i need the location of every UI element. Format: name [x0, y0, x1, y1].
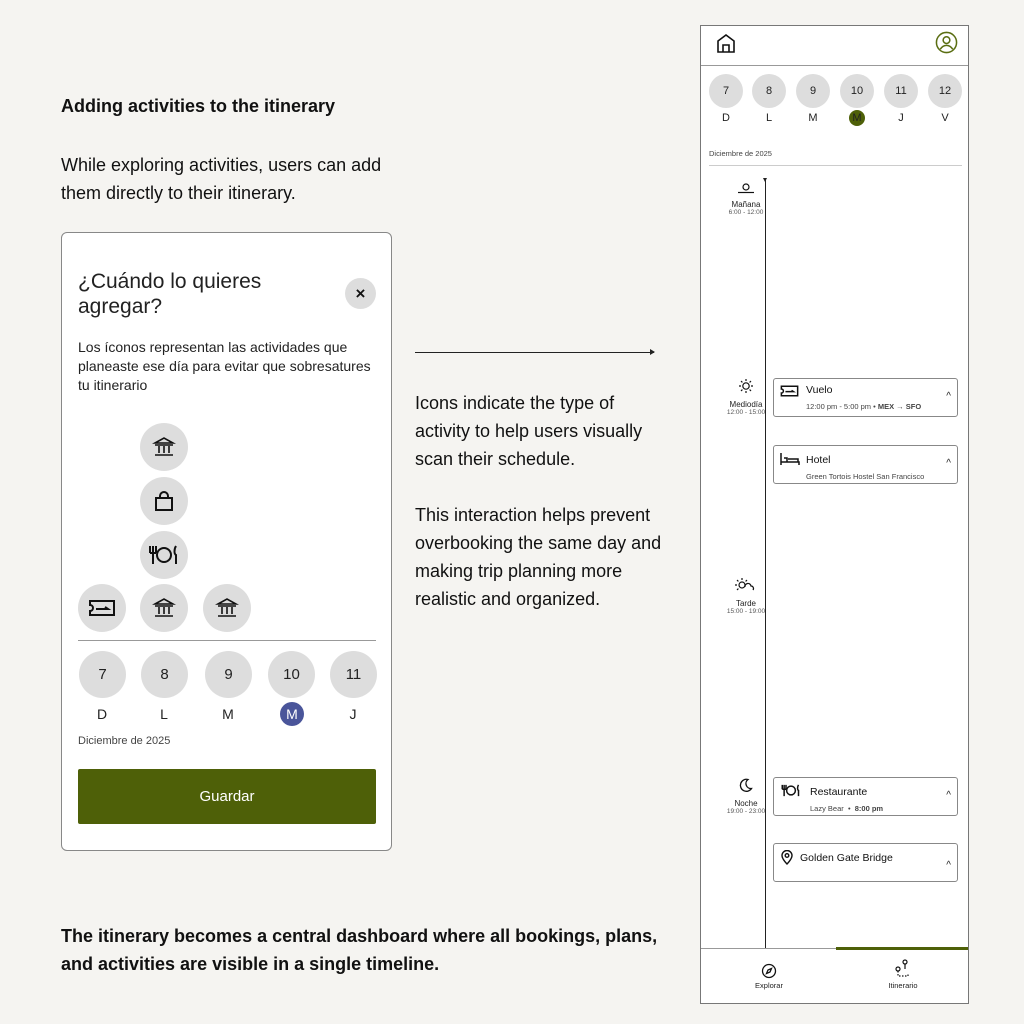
intro-text: While exploring activities, users can add them directly to their itinerary.: [61, 155, 382, 203]
museum-icon: [203, 584, 251, 632]
period-label: Tarde: [735, 599, 756, 608]
weekday-label: L: [160, 706, 168, 722]
close-button[interactable]: ×: [345, 278, 376, 309]
arrow-connector: [415, 352, 654, 353]
flight-time: 12:00 pm - 5:00 pm: [806, 402, 872, 411]
flight-ticket-icon: [78, 584, 126, 632]
location-pin-icon: [781, 850, 793, 865]
itinerary-screen: [700, 25, 969, 1004]
period-morning: [711, 181, 781, 216]
card-title: Restaurante: [810, 786, 868, 798]
shopping-bag-icon: [140, 477, 188, 525]
weekday-label: D: [722, 112, 730, 124]
card-subtitle: Green Tortois Hostel San Francisco: [806, 472, 925, 481]
weekday-label: J: [898, 112, 904, 124]
flight-ticket-icon: [780, 384, 799, 398]
day-9[interactable]: 9: [796, 74, 830, 108]
weekday-label-selected: M: [280, 702, 304, 726]
active-tab-indicator: [836, 947, 968, 950]
compass-icon: [761, 963, 777, 979]
sunrise-icon: [737, 182, 755, 194]
restaurant-name: Lazy Bear: [810, 804, 844, 813]
card-title: Vuelo: [806, 384, 833, 396]
route-icon: [894, 959, 912, 979]
sun-cloud-icon: [734, 577, 758, 593]
sun-icon: [738, 378, 754, 394]
explanation-paragraph: Icons indicate the type of activity to help users visually scan their schedule.: [415, 393, 643, 469]
explanation-text: [415, 389, 665, 641]
day-12[interactable]: 12: [928, 74, 962, 108]
card-title: Golden Gate Bridge: [800, 852, 893, 864]
restaurant-card[interactable]: [773, 777, 958, 816]
weekday-label: M: [808, 112, 818, 124]
day-9[interactable]: 9: [205, 651, 252, 698]
period-time: 15:00 - 19:00: [726, 608, 766, 615]
museum-icon: [140, 584, 188, 632]
period-midday: [711, 378, 781, 416]
chevron-up-icon[interactable]: ^: [946, 860, 951, 871]
period-time: 19:00 - 23:00: [726, 808, 766, 815]
chevron-up-icon[interactable]: ^: [946, 391, 951, 402]
day-10[interactable]: 10: [840, 74, 874, 108]
hotel-card[interactable]: [773, 445, 958, 484]
section-heading: Adding activities to the itinerary: [61, 96, 336, 116]
home-icon[interactable]: [715, 32, 737, 59]
divider: [78, 640, 376, 641]
day-10[interactable]: 10: [268, 651, 315, 698]
tab-label: Explorar: [755, 981, 783, 990]
moon-icon: [739, 778, 753, 793]
period-night: [711, 778, 781, 815]
museum-icon: [140, 423, 188, 471]
day-7[interactable]: 7: [79, 651, 126, 698]
weekday-label: L: [765, 112, 773, 124]
save-button[interactable]: Guardar: [78, 769, 376, 824]
weekday-label: V: [941, 112, 949, 124]
weekday-label: M: [222, 706, 234, 722]
day-7[interactable]: 7: [709, 74, 743, 108]
weekday-label: J: [349, 706, 357, 722]
day-8[interactable]: 8: [141, 651, 188, 698]
conclusion-text: The itinerary becomes a central dashboard where all bookings, plans, and activities are visible in a single timeline.: [61, 926, 658, 974]
card-title: Hotel: [806, 454, 831, 466]
card-subtitle: 12:00 pm - 5:00 pm • MEX → SFO: [806, 402, 922, 411]
header-divider: [701, 65, 968, 66]
day-8[interactable]: 8: [752, 74, 786, 108]
weekday-label: D: [96, 706, 108, 722]
tab-itinerary[interactable]: [863, 959, 943, 990]
period-time: 12:00 - 15:00: [726, 409, 766, 416]
card-subtitle: Lazy Bear • 8:00 pm: [810, 804, 884, 813]
day-11[interactable]: 11: [330, 651, 377, 698]
explanation-paragraph: This interaction helps prevent overbooking the same day and making trip planning more realistic and organized.: [415, 505, 662, 609]
month-label: Diciembre de 2025: [709, 149, 772, 158]
tab-explore[interactable]: [729, 963, 809, 990]
day-11[interactable]: 11: [884, 74, 918, 108]
month-label: Diciembre de 2025: [78, 735, 171, 747]
profile-icon[interactable]: [935, 31, 958, 59]
period-label: Mañana: [731, 200, 761, 209]
chevron-up-icon[interactable]: ^: [946, 458, 951, 469]
divider: [709, 165, 962, 166]
weekday-label-selected: M: [849, 110, 865, 126]
period-label: Noche: [734, 799, 758, 808]
period-time: 6:00 - 12:00: [728, 209, 764, 216]
chevron-up-icon[interactable]: ^: [946, 790, 951, 801]
flight-card[interactable]: [773, 378, 958, 417]
period-label: Mediodía: [729, 400, 763, 409]
tab-label: Itinerario: [888, 981, 918, 990]
restaurant-time: 8:00 pm: [854, 804, 884, 813]
timeline-line: [765, 179, 766, 949]
restaurant-icon: [140, 531, 188, 579]
modal-title: ¿Cuándo lo quieres agregar?: [78, 270, 262, 318]
place-card[interactable]: [773, 843, 958, 882]
period-afternoon: [711, 577, 781, 615]
add-date-modal: [61, 232, 392, 851]
modal-description: Los íconos representan las actividades que planeaste ese día para evitar que sobresatures tu itinerario: [78, 339, 371, 393]
flight-route: MEX → SFO: [877, 402, 922, 411]
restaurant-icon: [780, 783, 802, 798]
bed-icon: [780, 452, 800, 466]
